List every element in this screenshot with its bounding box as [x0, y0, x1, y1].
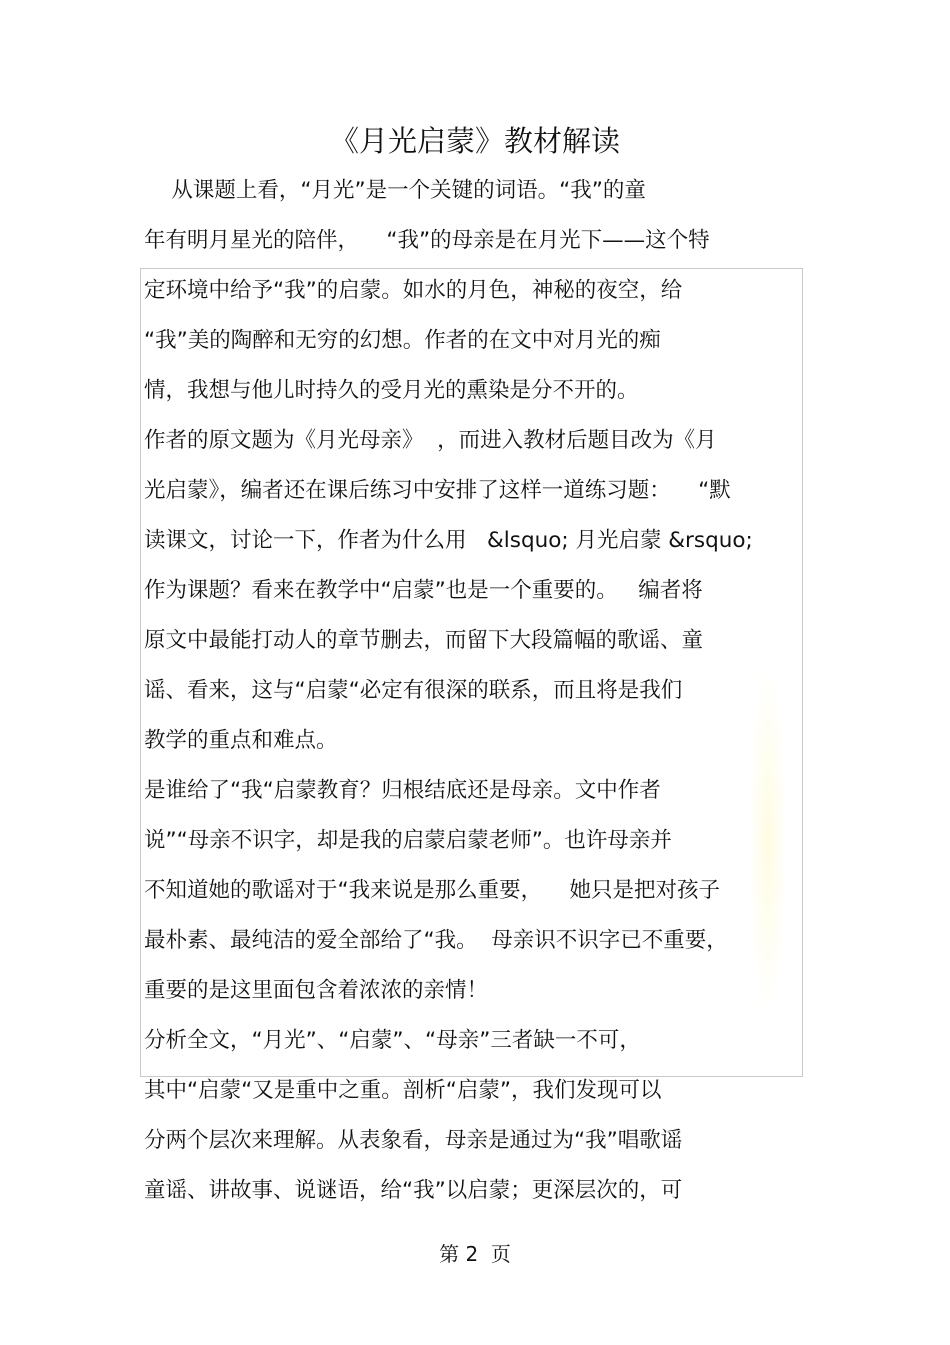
- document-title: 《月光启蒙》教材解读: [329, 124, 620, 158]
- body-text-line: 作者的原文题为《月光母亲》 ，而进入教材后题目改为《月: [144, 428, 717, 453]
- body-text-line: 读课文，讨论一下，作者为什么用 &lsquo; 月光启蒙 &rsquo;: [144, 528, 753, 553]
- body-text-line: 是谁给了“我“启蒙教育？归根结底还是母亲。文中作者: [144, 778, 661, 803]
- body-text-line: 定环境中给予“我”的启蒙。如水的月色，神秘的夜空，给: [144, 278, 683, 303]
- body-text-line: 原文中最能打动人的章节删去，而留下大段篇幅的歌谣、童: [144, 628, 704, 653]
- body-text-line: 说”“母亲不识字，却是我的启蒙启蒙老师”。也许母亲并: [144, 828, 672, 853]
- body-text-line: 不知道她的歌谣对于“我来说是那么重要， 她只是把对孩子: [144, 878, 720, 903]
- body-text-line: 分析全文，“月光”、“启蒙”、“母亲”三者缺一不可，: [144, 1028, 641, 1053]
- body-text-line: 重要的是这里面包含着浓浓的亲情！: [144, 978, 489, 1003]
- body-text-line: 谣、看来，这与“启蒙“必定有很深的联系，而且将是我们: [144, 678, 683, 703]
- body-text-line: 作为课题？看来在教学中“启蒙”也是一个重要的。 编者将: [144, 578, 703, 603]
- faint-yellow-glow: [748, 660, 788, 1020]
- body-text-line: 年有明月星光的陪伴， “我”的母亲是在月光下——这个特: [144, 228, 710, 253]
- body-text-line: 分两个层次来理解。从表象看，母亲是通过为“我”唱歌谣: [144, 1128, 683, 1153]
- page-number-footer: 第 2 页: [439, 1242, 511, 1266]
- body-text-line: 最朴素、最纯洁的爱全部给了“我。 母亲识不识字已不重要，: [144, 928, 728, 953]
- body-text-line: 童谣、讲故事、说谜语，给“我”以启蒙；更深层次的，可: [144, 1178, 683, 1203]
- body-text-line: 其中“启蒙“又是重中之重。剖析“启蒙”，我们发现可以: [144, 1078, 662, 1103]
- body-text-line: 光启蒙》，编者还在课后练习中安排了这样一道练习题： “默: [144, 478, 731, 503]
- body-text-line: 从课题上看，“月光”是一个关键的词语。“我”的童: [144, 178, 646, 203]
- body-text-line: “我”美的陶醉和无穷的幻想。作者的在文中对月光的痴: [144, 328, 661, 353]
- body-text-line: 情，我想与他儿时持久的受月光的熏染是分不开的。: [144, 378, 639, 403]
- body-text-line: 教学的重点和难点。: [144, 728, 338, 753]
